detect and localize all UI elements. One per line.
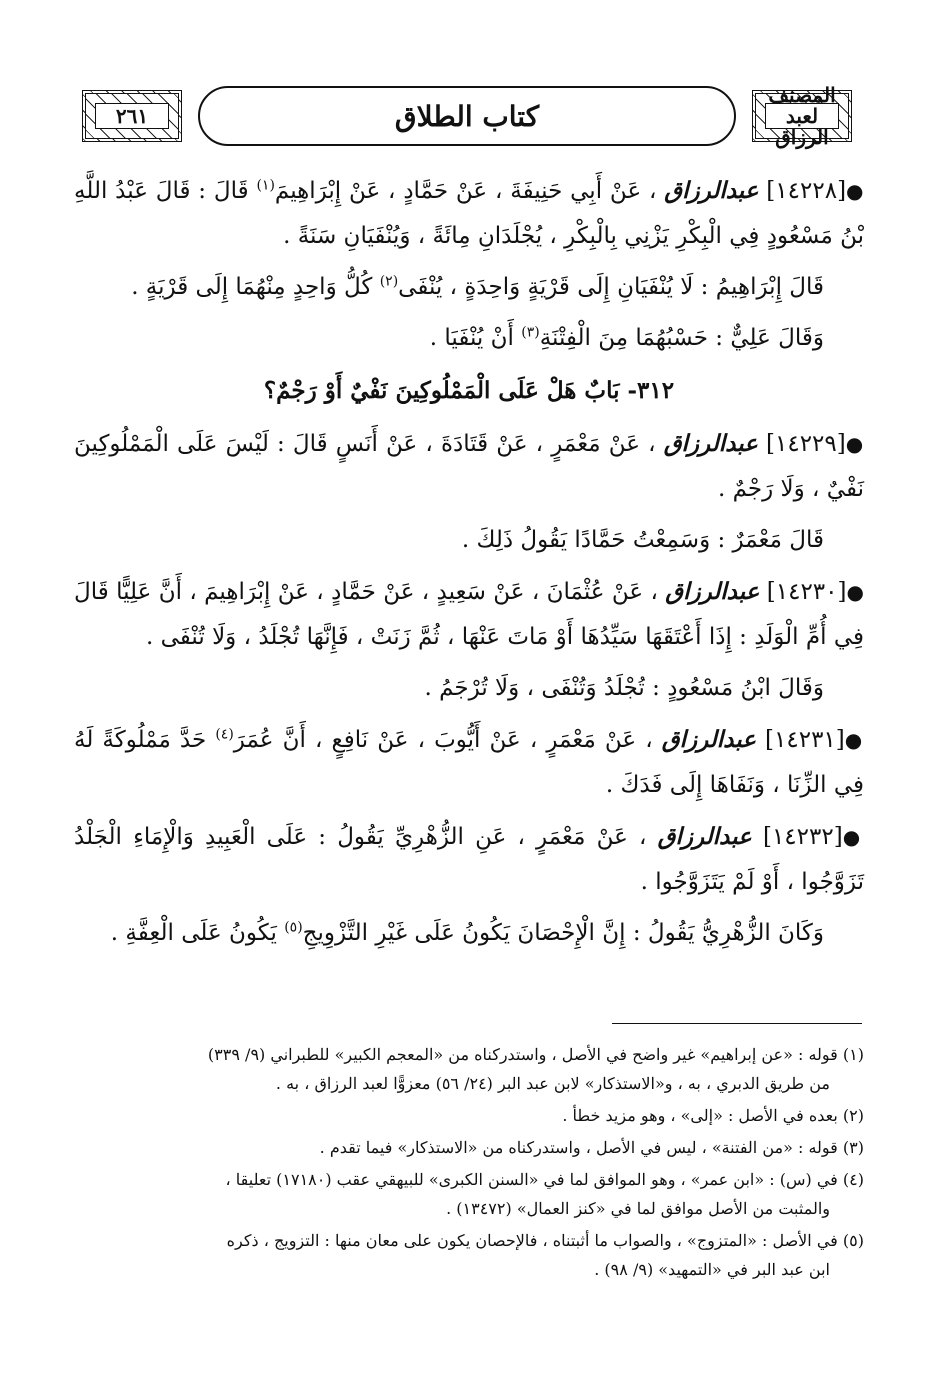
- bullet-icon: ●: [846, 179, 865, 203]
- author-name: عبدالرزاق: [661, 726, 756, 753]
- footnote-number: (١): [842, 1045, 864, 1064]
- hadith-14230: [74, 569, 864, 660]
- comment-text: أَنْ يُنْفَيَا .: [429, 325, 522, 351]
- seal-box: [752, 82, 852, 149]
- comment-text: قَالَ إِبْرَاهِيمُ : لَا يُنْفَيَانِ إِلَى قَرْيَةٍ وَاحِدَةٍ ، يُنْفَى: [398, 274, 824, 300]
- footnote-ref[interactable]: (٢): [379, 273, 399, 290]
- bullet-icon: ●: [845, 432, 865, 456]
- book-title-frame: [198, 86, 736, 146]
- hadith-text: ، عَنْ عُثْمَانَ ، عَنْ سَعِيدٍ ، عَنْ حَمَّادٍ ، عَنْ إِبْرَاهِيمَ ، أَنَّ عَلِيًّا قَالَ فِي أُمِّ الْوَلَدِ : إِذَا أَعْتَقَهَا سَيِّدُهَا أَوْ مَاتَ عَنْهَا ، ثُمَّ زَنَتْ ، فَإِنَّهَا تُجْلَدُ ، وَلَا تُنْفَى .: [74, 579, 864, 650]
- footnote-text: ابن عبد البر في «التمهيد» (٩/ ٩٨) .: [594, 1260, 830, 1279]
- page-number-box: [82, 90, 182, 142]
- footnote-number: (٥): [842, 1231, 864, 1250]
- author-name: عبدالرزاق: [657, 823, 752, 850]
- footnote-5: [74, 1226, 864, 1284]
- footnote-ref[interactable]: (٣): [521, 324, 540, 341]
- footnote-text: في (س) : «ابن عمر» ، وهو الموافق لما في «السنن الكبرى» للبيهقي عقب (١٧١٨٠) تعليقا ،: [225, 1170, 838, 1189]
- comment-text: وَقَالَ ابْنُ مَسْعُودٍ : تُجْلَدُ وَتُنْفَى ، وَلَا تُرْجَمُ .: [424, 675, 824, 701]
- hadith-number: [١٤٢٢٩]: [766, 431, 846, 457]
- comment-text: كُلُّ وَاحِدٍ مِنْهُمَا إِلَى قَرْيَةٍ .: [131, 274, 380, 300]
- hadith-text: ، عَنْ أَبِي حَنِيفَةَ ، عَنْ حَمَّادٍ ، عَنْ إِبْرَاهِيمَ: [274, 178, 657, 204]
- hadith-number: [١٤٢٣٢]: [762, 824, 843, 850]
- hadith-text: ، عَنْ مَعْمَرٍ ، عَنْ قَتَادَةَ ، عَنْ أَنَسٍ قَالَ : لَيْسَ عَلَى الْمَمْلُوكِينَ نَفْيٌ ، وَلَا رَجْمٌ .: [74, 431, 864, 502]
- hadith-14231: [74, 717, 864, 808]
- comment-zuhri: [74, 911, 864, 956]
- hadith-number: [١٤٢٢٨]: [766, 178, 847, 204]
- hadith-14228: [74, 168, 864, 259]
- page-number: ٢٦١: [95, 103, 169, 129]
- footnote-number: (٣): [842, 1138, 864, 1157]
- bullet-icon: ●: [846, 580, 865, 604]
- comment-text: وَقَالَ عَلِيٌّ : حَسْبُهُمَا مِنَ الْفِتْنَةِ: [539, 325, 824, 351]
- footnote-ref[interactable]: (٥): [284, 919, 303, 936]
- footnote-text: في الأصل : «المتزوج» ، والصواب ما أثبتناه ، فالإحصان يكون على معان منها : التزويج ، ذكره: [226, 1231, 838, 1250]
- comment-ibrahim: [74, 265, 864, 310]
- author-name: عبدالرزاق: [664, 177, 759, 204]
- footnote-3: [74, 1133, 864, 1162]
- hadith-text: ، عَنْ مَعْمَرٍ ، عَنِ الزُّهْرِيِّ يَقُولُ : عَلَى الْعَبِيدِ وَالْإِمَاءِ الْجَلْدُ تَزَوَّجُوا ، أَوْ لَمْ يَتَزَوَّجُوا .: [74, 824, 864, 895]
- publisher-seal: المصنف لعبد الرزاق: [765, 103, 839, 129]
- page-header: [82, 82, 852, 149]
- hadith-number: [١٤٢٣١]: [765, 727, 845, 753]
- book-title: كتاب الطلاق: [394, 99, 540, 133]
- comment-ibn-masud: [74, 666, 864, 711]
- footnote-2: [74, 1101, 864, 1130]
- bullet-icon: ●: [842, 825, 865, 849]
- footnote-ref[interactable]: (١): [256, 177, 275, 194]
- footnote-ref[interactable]: (٤): [215, 726, 234, 743]
- footnote-text: قوله : «عن إبراهيم» غير واضح في الأصل ، واستدركناه من «المعجم الكبير» للطبراني (٩/ ٣٣٩): [207, 1045, 838, 1064]
- footnote-text: والمثبت من الأصل موافق لما في «كنز العمال» (١٣٤٧٢) .: [446, 1199, 830, 1218]
- hadith-text: قَالَ : قَالَ عَبْدُ اللَّهِ بْنُ مَسْعُودٍ فِي الْبِكْرِ يَزْنِي بِالْبِكْرِ ، يُجْلَدَانِ مِائَةً ، وَيُنْفَيَانِ سَنَةً .: [74, 178, 864, 249]
- footnote-4: [74, 1165, 864, 1223]
- hadith-text: ، عَنْ مَعْمَرٍ ، عَنْ أَيُّوبَ ، عَنْ نَافِعٍ ، أَنَّ عُمَرَ: [233, 727, 653, 753]
- bullet-icon: ●: [844, 728, 865, 752]
- comment-text: يَكُونُ عَلَى الْعِفَّةِ .: [110, 920, 285, 946]
- hadith-number: [١٤٢٣٠]: [766, 579, 847, 605]
- comment-text: قَالَ مَعْمَرٌ : وَسَمِعْتُ حَمَّادًا يَقُولُ ذَلِكَ .: [461, 527, 824, 553]
- footnote-text: قوله : «من الفتنة» ، ليس في الأصل ، واستدركناه من «الاستذكار» فيما تقدم .: [319, 1138, 838, 1157]
- hadith-text: حَدَّ مَمْلُوكَةً لَهُ فِي الزِّنَا ، وَنَفَاهَا إِلَى فَدَكَ .: [74, 727, 864, 798]
- comment-ali: [74, 316, 864, 361]
- comment-text: وَكَانَ الزُّهْرِيُّ يَقُولُ : إِنَّ الْإِحْصَانَ يَكُونُ عَلَى غَيْرِ التَّزْوِيجِ: [302, 920, 824, 946]
- footnote-text: بعده في الأصل : «إلى» ، وهو مزيد خطأ .: [562, 1106, 838, 1125]
- hadith-14229: [74, 421, 864, 512]
- chapter-heading: ٣١٢- بَابٌ هَلْ عَلَى الْمَمْلُوكِينَ نَفْيٌ أَوْ رَجْمٌ؟: [263, 377, 675, 404]
- footnote-divider: [612, 1023, 862, 1024]
- comment-mamar: [74, 518, 864, 563]
- footnote-number: (٢): [842, 1106, 864, 1125]
- hadith-14232: [74, 814, 864, 905]
- main-text: [74, 168, 864, 962]
- footnote-text: من طريق الدبري ، به ، و«الاستذكار» لابن عبد البر (٢٤/ ٥٦) معزوًّا لعبد الرزاق ، به .: [275, 1074, 830, 1093]
- footnote-number: (٤): [842, 1170, 864, 1189]
- footnote-1: [74, 1040, 864, 1098]
- footnotes: [74, 1040, 864, 1287]
- author-name: عبدالرزاق: [665, 578, 760, 605]
- author-name: عبدالرزاق: [663, 430, 758, 457]
